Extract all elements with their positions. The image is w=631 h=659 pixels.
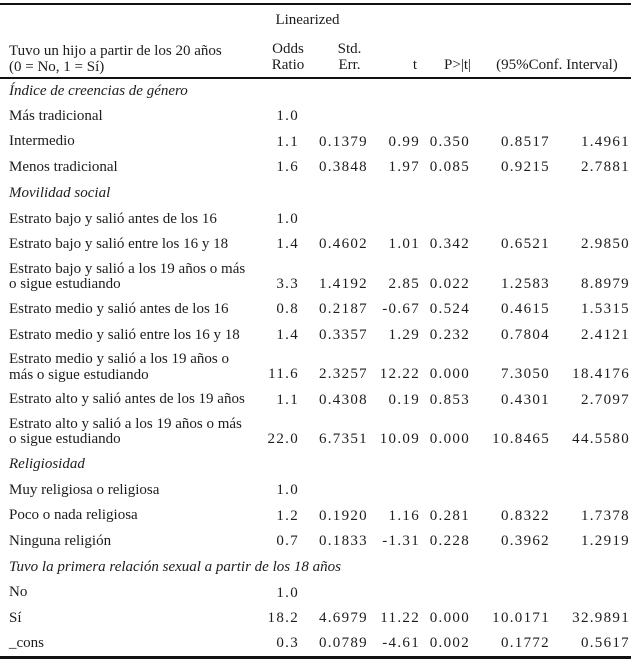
cell-ci-lower: [471, 478, 551, 504]
table-row: [0, 503, 631, 529]
row-label: Estrato medio y salió antes de los 16: [9, 300, 229, 317]
cell-ci-upper: 2.7097: [580, 391, 630, 408]
linearized-group-header: [246, 4, 369, 31]
header-spacer: [369, 4, 631, 31]
odds-header-line1: Odds: [272, 41, 304, 57]
cell-ci-upper: 44.5580: [572, 430, 630, 447]
cell-odds-ratio: 1.0: [276, 481, 299, 498]
regression-table: [0, 3, 631, 659]
table-title-line1: Tuvo un hijo a partir de los 20 años: [9, 43, 222, 59]
cell-p-value: 0.524: [429, 301, 470, 318]
cell-p-value: 0.342: [429, 236, 470, 253]
cell-t: [369, 478, 421, 504]
cell-ci-upper: 1.5315: [580, 301, 630, 318]
cell-ci-upper: 1.4961: [580, 133, 630, 150]
cell-odds-ratio: 1.1: [276, 133, 299, 150]
cell-odds-ratio: 1.1: [276, 391, 299, 408]
table-body: [0, 78, 631, 657]
cell-p-value: 0.000: [429, 430, 470, 447]
cell-ci-upper: 2.9850: [580, 236, 630, 253]
cell-p-value: 0.000: [429, 366, 470, 383]
cell-std-err: 6.7351: [318, 430, 368, 447]
cell-t: [369, 580, 421, 606]
conf-interval-label: (95%Conf. Interval): [496, 56, 618, 73]
cell-std-err: 0.3357: [318, 326, 368, 343]
cell-std-err: [300, 580, 369, 606]
cell-ci-lower: 0.9215: [500, 159, 550, 176]
cell-ci-lower: 0.8517: [500, 133, 550, 150]
odds-header-line2: Ratio: [271, 56, 305, 73]
table-row: [0, 155, 631, 181]
cell-t: 1.29: [388, 326, 420, 343]
cell-ci-lower: 7.3050: [500, 366, 550, 383]
row-label: Poco o nada religiosa: [9, 507, 138, 524]
cell-std-err: 0.4308: [318, 391, 368, 408]
cell-std-err: [300, 104, 369, 130]
row-label: Estrato alto y salió a los 19 años o más o sigue estudiando: [9, 415, 242, 448]
cell-ci-upper: 8.8979: [580, 275, 630, 292]
table-row: [0, 104, 631, 130]
cell-ci-upper: 2.4121: [580, 326, 630, 343]
row-label: Estrato bajo y salió antes de los 16: [9, 210, 217, 227]
cell-odds-ratio: 1.2: [276, 507, 299, 524]
cell-t: 10.09: [379, 430, 420, 447]
cell-t: -1.31: [382, 533, 420, 550]
col-header-odds-ratio: [246, 31, 305, 78]
cell-ci-lower: [471, 580, 551, 606]
section-row: [0, 78, 631, 104]
cell-std-err: 0.0789: [318, 635, 368, 652]
cell-ci-lower: [471, 104, 551, 130]
section-row: [0, 181, 631, 207]
cell-ci-upper: 2.7881: [580, 159, 630, 176]
cell-std-err: [300, 478, 369, 504]
cell-t: 0.99: [388, 133, 420, 150]
section-label: Religiosidad: [9, 455, 85, 472]
cell-std-err: 0.3848: [318, 159, 368, 176]
cell-std-err: [300, 206, 369, 232]
cell-odds-ratio: 1.6: [276, 159, 299, 176]
col-header-p-value: P>|t|: [444, 56, 471, 73]
cell-t: 0.19: [388, 391, 420, 408]
table-row: [0, 606, 631, 632]
row-label: Estrato medio y salió entre los 16 y 18: [9, 326, 240, 343]
cell-ci-upper: 1.2919: [580, 533, 630, 550]
row-label: Estrato bajo y salió a los 19 años o más o sigue estudiando: [9, 260, 246, 293]
cell-p-value: 0.853: [429, 391, 470, 408]
cell-odds-ratio: 3.3: [276, 275, 299, 292]
table-row: [0, 632, 631, 658]
row-label: Estrato bajo y salió entre los 16 y 18: [9, 236, 229, 253]
cell-std-err: 0.1379: [318, 133, 368, 150]
col-header-t: t: [412, 56, 417, 73]
row-label: Ninguna religión: [9, 533, 112, 550]
section-label: Movilidad social: [9, 184, 111, 201]
cell-std-err: 0.1833: [318, 533, 368, 550]
cell-odds-ratio: 1.4: [276, 326, 299, 343]
cell-odds-ratio: 0.7: [276, 533, 299, 550]
cell-ci-lower: 0.7804: [500, 326, 550, 343]
table-row: [0, 529, 631, 555]
cell-std-err: 4.6979: [318, 610, 368, 627]
cell-p-value: 0.022: [429, 275, 470, 292]
table-row: [0, 478, 631, 504]
cell-p-value: 0.002: [429, 635, 470, 652]
cell-p-value: [421, 104, 471, 130]
cell-odds-ratio: 18.2: [267, 610, 299, 627]
cell-ci-lower: 0.6521: [500, 236, 550, 253]
table-header: [0, 4, 631, 78]
table-row: [0, 206, 631, 232]
cell-p-value: [421, 478, 471, 504]
section-label: Tuvo la primera relación sexual a partir de los 18 años: [9, 558, 341, 575]
cell-t: 1.97: [388, 159, 420, 176]
table-title-line2: (0 = No, 1 = Sí): [9, 59, 105, 75]
cell-p-value: 0.350: [429, 133, 470, 150]
header-row-group: [0, 4, 631, 31]
cell-odds-ratio: 11.6: [268, 366, 299, 383]
cell-ci-lower: [471, 206, 551, 232]
cell-ci-upper: 32.9891: [572, 610, 630, 627]
cell-p-value: 0.281: [429, 507, 470, 524]
table-row: [0, 387, 631, 413]
row-label: Más tradicional: [9, 107, 103, 124]
cell-ci-upper: [551, 580, 631, 606]
table-row: [0, 413, 631, 452]
cell-std-err: 0.4602: [318, 236, 368, 253]
cell-ci-lower: 10.0171: [492, 610, 550, 627]
table-row: [0, 323, 631, 349]
section-row: [0, 555, 631, 581]
cell-t: 1.01: [388, 236, 420, 253]
table-title: [0, 4, 246, 78]
cell-p-value: 0.085: [429, 159, 470, 176]
cell-p-value: 0.232: [429, 326, 470, 343]
table-row: [0, 580, 631, 606]
row-label: Estrato alto y salió antes de los 19 años: [9, 391, 245, 408]
cell-std-err: 1.4192: [318, 275, 368, 292]
cell-ci-upper: 0.5617: [580, 635, 630, 652]
table-row: [0, 258, 631, 297]
row-label: Intermedio: [9, 133, 75, 150]
cell-p-value: 0.000: [429, 610, 470, 627]
cell-ci-lower: 0.4301: [500, 391, 550, 408]
cell-t: [369, 104, 421, 130]
row-label: Menos tradicional: [9, 159, 118, 176]
cell-ci-upper: [551, 104, 631, 130]
row-label: Sí: [9, 610, 22, 627]
table-row: [0, 129, 631, 155]
cell-ci-upper: 18.4176: [572, 366, 630, 383]
cell-ci-upper: 1.7378: [580, 507, 630, 524]
cell-odds-ratio: 0.8: [276, 301, 299, 318]
cell-t: 1.16: [388, 507, 420, 524]
cell-ci-lower: 0.4615: [500, 301, 550, 318]
cell-ci-lower: 10.8465: [492, 430, 550, 447]
cell-ci-lower: 0.1772: [500, 635, 550, 652]
table-row: [0, 232, 631, 258]
row-label: No: [9, 584, 28, 601]
cell-t: 12.22: [379, 366, 420, 383]
col-header-conf-interval: [471, 31, 631, 78]
stderr-header-line2: Err.: [338, 56, 361, 73]
table-row: [0, 348, 631, 387]
cell-std-err: 0.1920: [318, 507, 368, 524]
cell-std-err: 0.2187: [318, 301, 368, 318]
cell-t: -0.67: [382, 301, 420, 318]
cell-odds-ratio: 0.3: [276, 635, 299, 652]
cell-t: -4.61: [382, 635, 420, 652]
row-label: Muy religiosa o religiosa: [9, 481, 160, 498]
cell-ci-lower: 0.8322: [500, 507, 550, 524]
cell-p-value: [421, 580, 471, 606]
cell-std-err: 2.3257: [318, 366, 368, 383]
cell-p-value: [421, 206, 471, 232]
cell-t: [369, 206, 421, 232]
cell-ci-lower: 1.2583: [500, 275, 550, 292]
cell-ci-upper: [551, 206, 631, 232]
section-row: [0, 452, 631, 478]
cell-ci-lower: 0.3962: [500, 533, 550, 550]
cell-odds-ratio: 1.0: [276, 108, 299, 125]
cell-odds-ratio: 1.0: [276, 584, 299, 601]
stderr-header-line1: Std.: [337, 41, 362, 57]
cell-ci-upper: [551, 478, 631, 504]
cell-t: 2.85: [388, 275, 420, 292]
cell-t: 11.22: [380, 610, 420, 627]
row-label: _cons: [9, 635, 44, 652]
cell-odds-ratio: 22.0: [267, 430, 299, 447]
cell-odds-ratio: 1.0: [276, 210, 299, 227]
table-row: [0, 297, 631, 323]
linearized-label: Linearized: [275, 12, 340, 28]
cell-p-value: 0.228: [429, 533, 470, 550]
section-label: Índice de creencias de género: [9, 82, 188, 99]
cell-odds-ratio: 1.4: [276, 236, 299, 253]
row-label: Estrato medio y salió a los 19 años o más o sigue estudiando: [9, 351, 229, 383]
